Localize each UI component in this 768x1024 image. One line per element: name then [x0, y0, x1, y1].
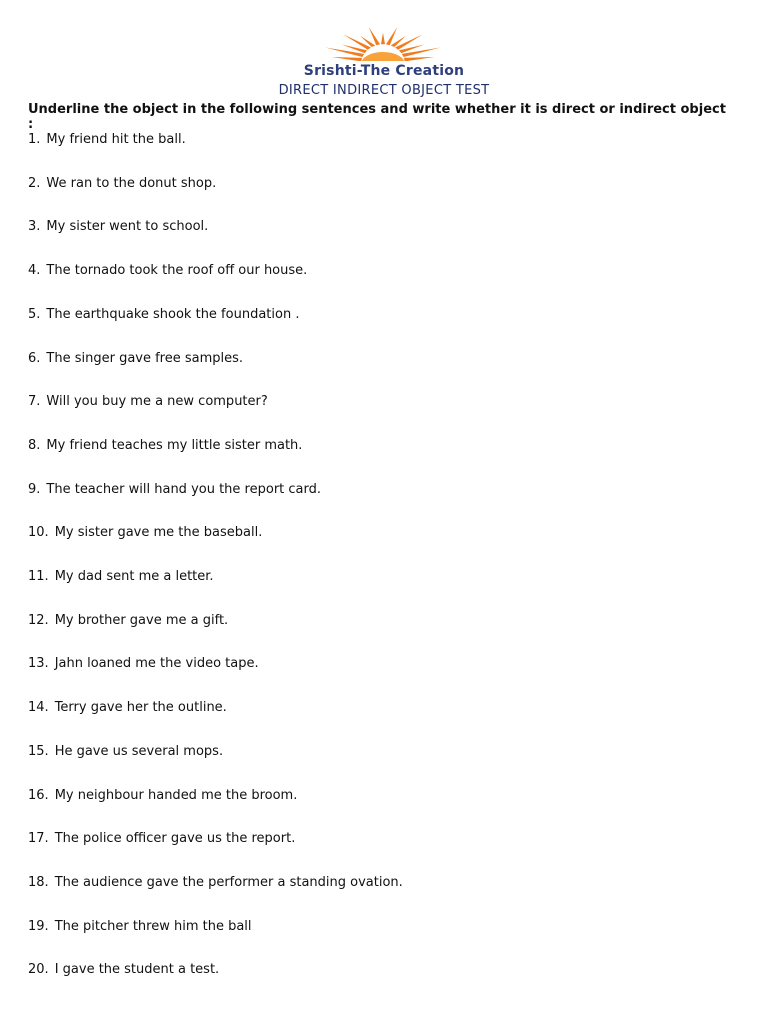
question-item [28, 788, 297, 804]
question-text: Will you buy me a new computer? [46, 394, 268, 409]
question-text: The pitcher threw him the ball [54, 919, 252, 934]
question-text: The police officer gave us the report. [54, 831, 296, 846]
question-text: The tornado took the roof off our house. [46, 263, 308, 278]
question-item [28, 219, 208, 235]
question-text: My dad sent me a letter. [54, 569, 214, 584]
sun-ray [404, 57, 435, 61]
question-text: My sister went to school. [46, 219, 209, 234]
question-number: 3. [28, 219, 41, 234]
question-item [28, 525, 262, 541]
question-number: 2. [28, 176, 41, 191]
question-text: Terry gave her the outline. [54, 700, 227, 715]
question-number: 15. [28, 744, 49, 759]
question-number: 4. [28, 263, 41, 278]
question-item [28, 263, 307, 279]
question-item [28, 700, 227, 716]
question-item [28, 569, 214, 585]
question-text: My friend teaches my little sister math. [46, 438, 303, 453]
question-number: 9. [28, 482, 41, 497]
question-number: 12. [28, 613, 49, 628]
question-text: The teacher will hand you the report card. [46, 482, 322, 497]
question-item [28, 656, 259, 672]
question-text: I gave the student a test. [54, 962, 220, 977]
question-text: The singer gave free samples. [46, 351, 244, 366]
question-text: We ran to the donut shop. [46, 176, 217, 191]
question-number: 6. [28, 351, 41, 366]
question-text: The audience gave the performer a standing ovation. [54, 875, 403, 890]
question-text: The earthquake shook the foundation . [46, 307, 300, 322]
question-number: 16. [28, 788, 49, 803]
sun-ray [381, 33, 385, 45]
question-number: 18. [28, 875, 49, 890]
question-item [28, 394, 268, 410]
question-item [28, 176, 216, 192]
question-number: 13. [28, 656, 49, 671]
question-number: 14. [28, 700, 49, 715]
question-item [28, 307, 299, 323]
question-text: He gave us several mops. [54, 744, 224, 759]
brand-name: Srishti-The Creation [303, 63, 465, 79]
question-item [28, 351, 243, 367]
question-number: 1. [28, 132, 41, 147]
question-item [28, 962, 219, 978]
document-title: DIRECT INDIRECT OBJECT TEST [278, 83, 490, 98]
question-item [28, 831, 295, 847]
question-number: 17. [28, 831, 49, 846]
question-number: 8. [28, 438, 41, 453]
question-number: 20. [28, 962, 49, 977]
question-item [28, 919, 252, 935]
question-text: Jahn loaned me the video tape. [54, 656, 259, 671]
question-text: My neighbour handed me the broom. [54, 788, 298, 803]
question-number: 19. [28, 919, 49, 934]
sun-ray [332, 57, 363, 61]
instructions: Underline the object in the following sentences and write whether it is direct or indirect object : [28, 102, 726, 132]
question-text: My friend hit the ball. [46, 132, 186, 147]
question-item [28, 613, 228, 629]
question-text: My brother gave me a gift. [54, 613, 229, 628]
question-number: 7. [28, 394, 41, 409]
question-number: 11. [28, 569, 49, 584]
question-item [28, 438, 302, 454]
question-text: My sister gave me the baseball. [54, 525, 263, 540]
question-item [28, 132, 186, 148]
question-number: 10. [28, 525, 49, 540]
question-item [28, 744, 223, 760]
question-number: 5. [28, 307, 41, 322]
question-item [28, 875, 403, 891]
question-item [28, 482, 321, 498]
